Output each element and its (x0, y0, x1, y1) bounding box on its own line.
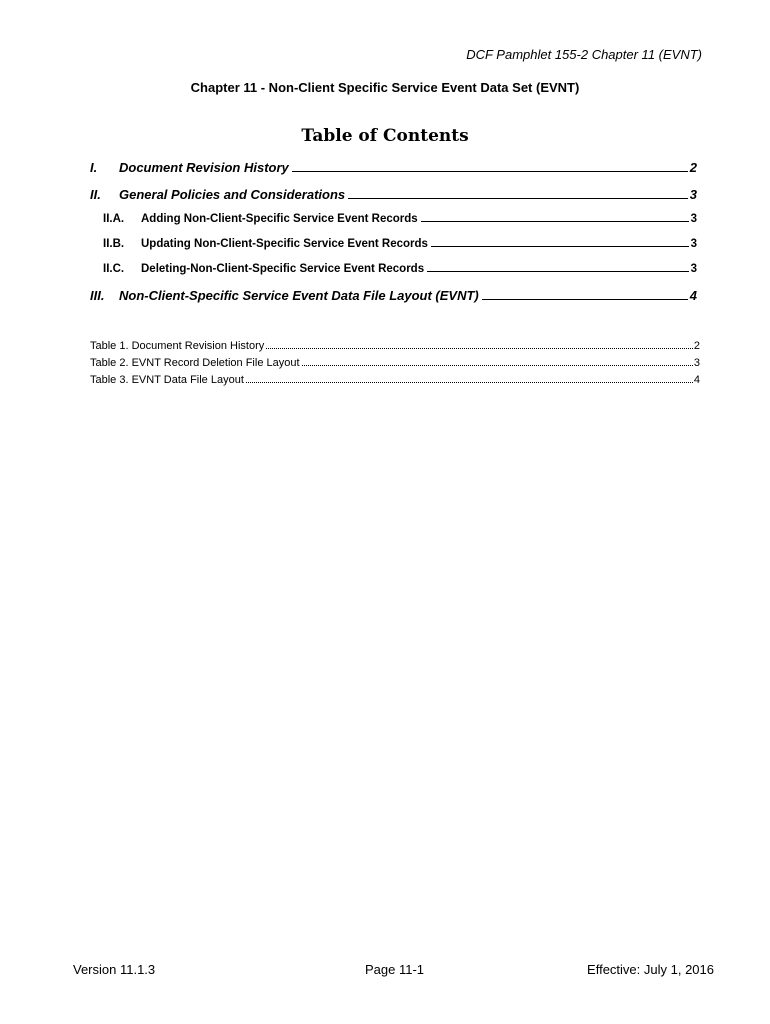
table-list-page: 4 (693, 374, 700, 386)
toc-entry-2b[interactable] (103, 238, 697, 250)
toc-entry-label: General Policies and Considerations (119, 187, 346, 202)
running-head: DCF Pamphlet 155-2 Chapter 11 (EVNT) (466, 47, 702, 62)
toc-entry-2a[interactable] (103, 213, 697, 225)
table-list-label: Table 3. EVNT Data File Layout (90, 374, 244, 386)
footer-effective-date: Effective: July 1, 2016 (587, 962, 714, 977)
footer-page-number: Page 11-1 (365, 962, 425, 977)
toc-entry-page: 3 (690, 238, 697, 250)
footer-version: Version 11.1.3 (73, 962, 156, 977)
toc-entry-label: Updating Non-Client-Specific Service Event Records (141, 238, 428, 250)
table-list-leader (266, 348, 693, 349)
toc-entry-label: Adding Non-Client-Specific Service Event Records (141, 213, 418, 225)
toc-entry-label: Non-Client-Specific Service Event Data File Layout (EVNT) (119, 288, 479, 303)
toc-entry-2[interactable] (90, 187, 697, 202)
chapter-title: Chapter 11 - Non-Client Specific Service Event Data Set (EVNT) (190, 80, 580, 95)
toc-entry-page: 2 (689, 160, 697, 175)
toc-entry-number: I. (90, 160, 98, 175)
table-list-page: 3 (693, 357, 700, 369)
toc-entry-number: II.A. (103, 213, 125, 225)
table-list-entry-2[interactable] (90, 357, 700, 369)
table-list-entry-3[interactable] (90, 374, 700, 386)
table-list-leader (246, 382, 693, 383)
toc-entry-page: 3 (690, 213, 697, 225)
toc-entry-page: 4 (689, 288, 697, 303)
toc-leader (421, 220, 689, 222)
toc-entry-number: II. (90, 187, 101, 202)
table-list-label: Table 1. Document Revision History (90, 340, 265, 352)
toc-leader (427, 270, 688, 272)
toc-entry-number: III. (90, 288, 105, 303)
toc-title: Table of Contents (301, 126, 469, 146)
table-list-label: Table 2. EVNT Record Deletion File Layout (90, 357, 300, 369)
toc-entry-label: Deleting-Non-Client-Specific Service Event Records (141, 263, 425, 275)
toc-entry-label: Document Revision History (119, 160, 289, 175)
toc-entry-number: II.B. (103, 238, 125, 250)
toc-leader (348, 197, 688, 199)
toc-leader (431, 245, 689, 247)
toc-entry-page: 3 (689, 187, 697, 202)
table-list-entry-1[interactable] (90, 340, 700, 352)
table-list-page: 2 (693, 340, 700, 352)
toc-entry-2c[interactable] (103, 263, 697, 275)
toc-leader (292, 170, 688, 172)
toc-entry-1[interactable] (90, 160, 697, 175)
toc-leader (482, 298, 688, 300)
table-list-leader (302, 365, 693, 366)
toc-entry-number: II.C. (103, 263, 125, 275)
toc-entry-page: 3 (690, 263, 697, 275)
toc-entry-3[interactable] (90, 288, 697, 303)
